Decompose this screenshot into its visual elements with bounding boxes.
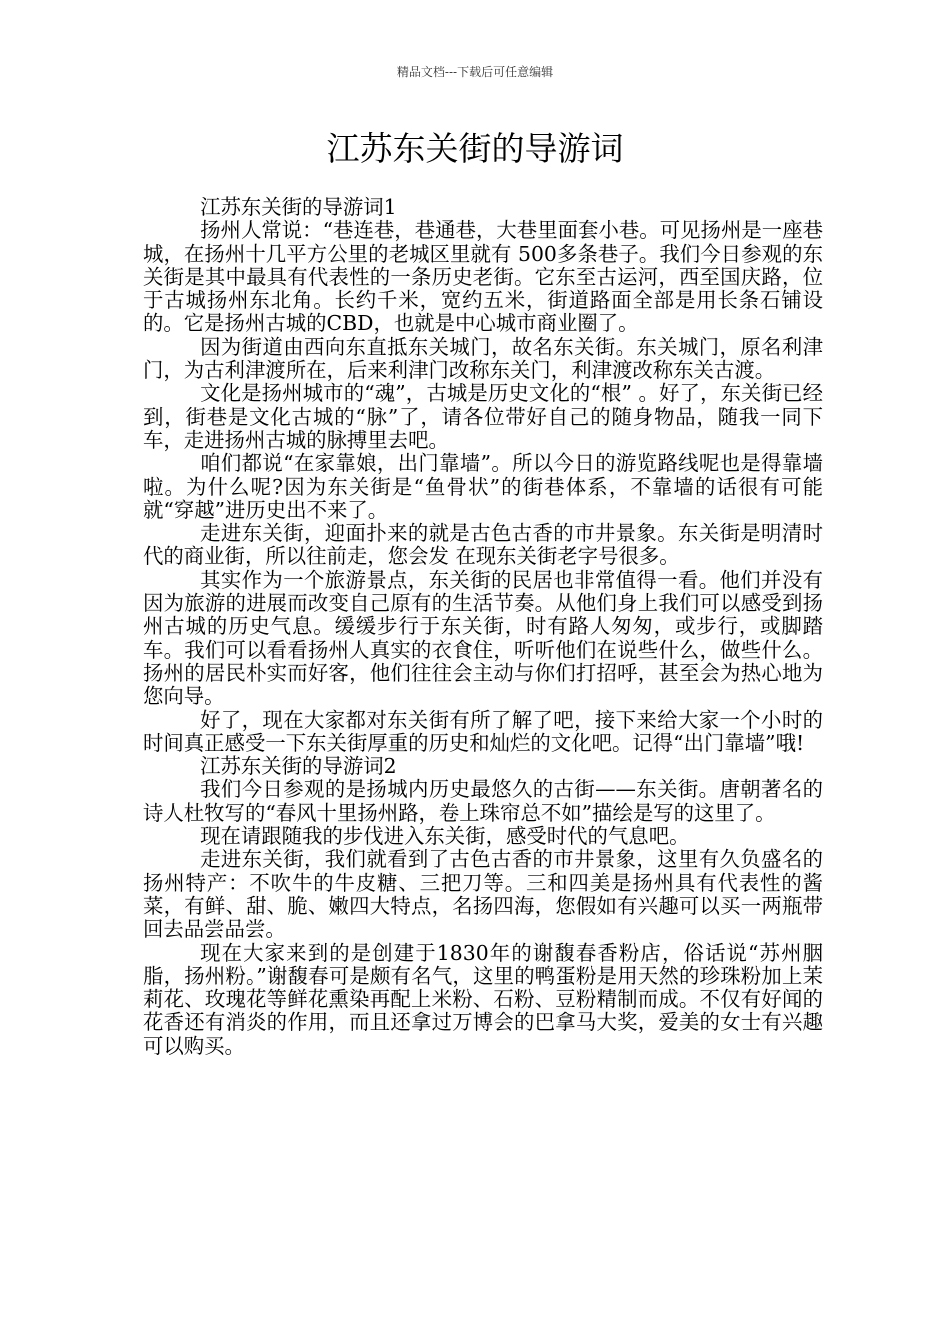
paragraph: 好了，现在大家都对东关街有所了解了吧，接下来给大家一个小时的时间真正感受一下东关街厚重的历史和灿烂的文化吧。记得“出门靠墙”哦! <box>143 707 823 755</box>
paragraph: 现在大家来到的是创建于1830年的谢馥春香粉店，俗话说“苏州胭脂，扬州粉。”谢馥春可是颇有名气，这里的鸭蛋粉是用天然的珍珠粉加上茉莉花、玫瑰花等鲜花熏染再配上米粉、石粉、豆粉精制而成。不仅有好闻的花香还有消炎的作用，而且还拿过万博会的巴拿马大奖，爱美的女士有兴趣可以购买。 <box>143 940 823 1058</box>
page-header: 精品文档---下载后可任意编辑 <box>396 65 554 79</box>
paragraph: 咱们都说“在家靠娘，出门靠墙”。所以今日的游览路线呢也是得靠墙啦。为什么呢?因为东关街是“鱼骨状”的街巷体系，不靠墙的话很有可能就“穿越”进历史出不来了。 <box>143 451 823 522</box>
paragraph: 走进东关街，我们就看到了古色古香的市井景象，这里有久负盛名的扬州特产：不吹牛的牛皮糖、三把刀等。三和四美是扬州具有代表性的酱菜，有鲜、甜、脆、嫩四大特点，名扬四海，您假如有兴趣可以买一两瓶带回去品尝品尝。 <box>143 847 823 942</box>
paragraph: 因为街道由西向东直抵东关城门，故名东关街。东关城门，原名利津门，为古利津渡所在，后来利津门改称东关门，利津渡改称东关古渡。 <box>143 334 823 383</box>
paragraph: 扬州人常说：“巷连巷，巷通巷，大巷里面套小巷。可见扬州是一座巷城，在扬州十几平方公里的老城区里就有 500多条巷子。我们今日参观的东关街是其中最具有代表性的一条历史老街。它东至古运河，西至国庆路，位于古城扬州东北角。长约千米，宽约五米，街道路面全部是用长条石铺设的。它是扬州古城的CBD，也就是中心城市商业圈了。 <box>143 218 823 336</box>
paragraph: 现在请跟随我的步伐进入东关街，感受时代的气息吧。 <box>200 824 690 849</box>
document-title: 江苏东关街的导游词 <box>326 129 624 168</box>
paragraph: 其实作为一个旅游景点，东关街的民居也非常值得一看。他们并没有因为旅游的进展而改变自己原有的生活节奏。从他们身上我们可以感受到扬州古城的历史气息。缓缓步行于东关街，时有路人匆匆，或步行，或脚踏车。我们可以看看扬州人真实的衣食住，听听他们在说些什么，做些什么。扬州的居民朴实而好客，他们往往会主动与你们打招呼，甚至会为热心地为您向导。 <box>143 567 823 709</box>
document-body <box>143 196 823 1058</box>
paragraph: 走进东关街，迎面扑来的就是古色古香的市井景象。东关街是明清时代的商业街，所以往前走，您会发 在现东关街老字号很多。 <box>143 521 823 569</box>
paragraph: 我们今日参观的是扬城内历史最悠久的古街——东关街。唐朝著名的诗人杜牧写的“春风十里扬州路，卷上珠帘总不如”描绘是写的这里了。 <box>143 777 823 825</box>
section-heading-1: 江苏东关街的导游词1 <box>200 195 397 219</box>
section-heading-2: 江苏东关街的导游词2 <box>200 754 397 779</box>
paragraph: 文化是扬州城市的“魂”，古城是历史文化的“根” 。好了，东关街已经到，街巷是文化古城的“脉”了，请各位带好自己的随身物品，随我一同下车，走进扬州古城的脉搏里去吧。 <box>143 381 823 452</box>
